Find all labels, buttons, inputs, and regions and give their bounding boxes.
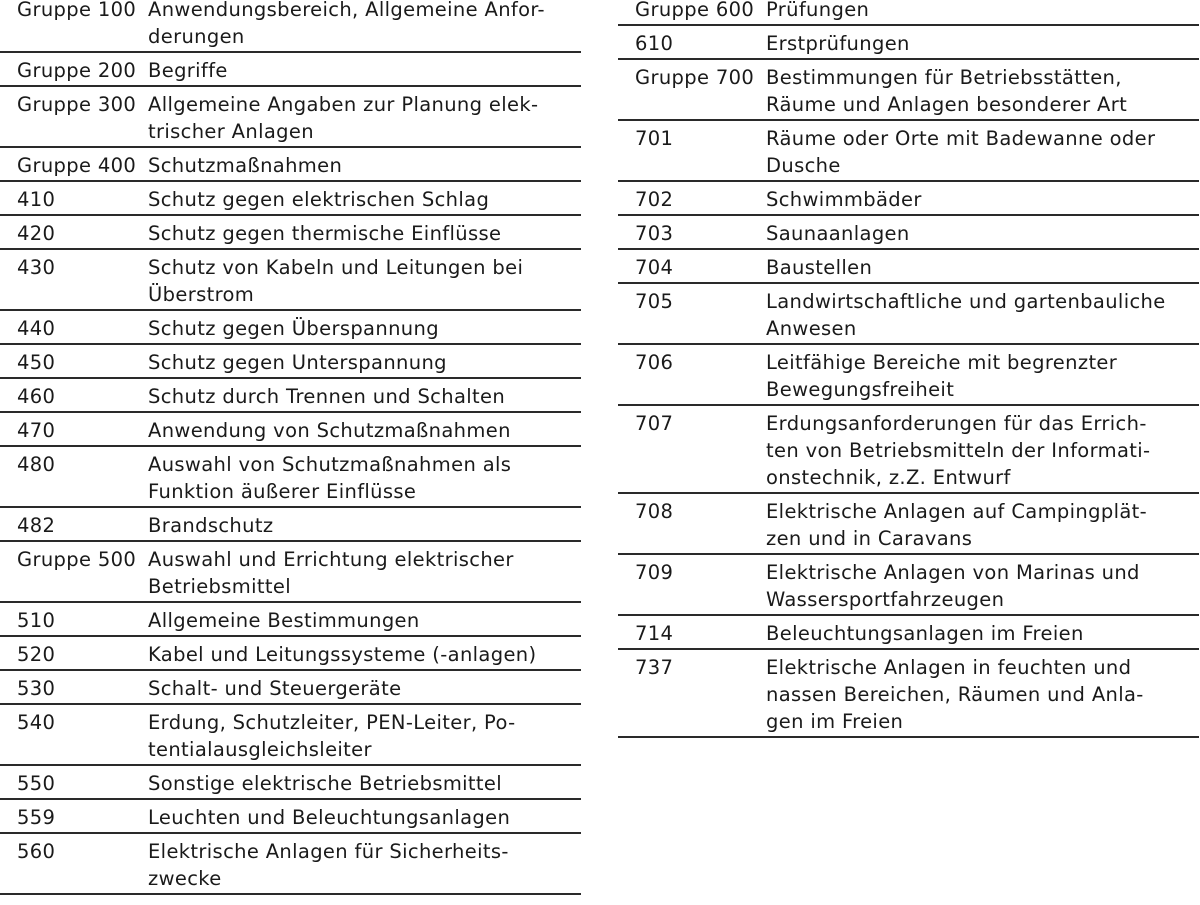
table-row xyxy=(0,637,581,671)
table-row xyxy=(618,284,1199,345)
section-title: Elektrische Anlagen für Sicherheits- zwecke xyxy=(148,840,509,890)
section-number: Gruppe 400 xyxy=(17,154,137,177)
section-title: Erdung, Schutzleiter, PEN-Leiter, Po- tentialausgleichsleiter xyxy=(148,711,516,761)
section-title: Leuchten und Beleuchtungsanlagen xyxy=(148,806,511,829)
table-row xyxy=(0,800,581,834)
section-title: Elektrische Anlagen auf Campingplät- zen und in Caravans xyxy=(766,500,1148,550)
section-title: Kabel und Leitungssysteme (-anlagen) xyxy=(148,643,537,666)
section-number: 460 xyxy=(17,385,56,408)
section-title: Bestimmungen für Betriebsstätten, Räume und Anlagen besonderer Art xyxy=(766,66,1128,116)
section-number: 709 xyxy=(635,561,674,584)
section-number: 704 xyxy=(635,256,674,279)
table-row xyxy=(0,379,581,413)
section-title: Saunaanlagen xyxy=(766,222,910,245)
section-number: 610 xyxy=(635,32,674,55)
section-number: Gruppe 500 xyxy=(17,548,137,571)
section-number: 540 xyxy=(17,711,56,734)
right-column-table xyxy=(618,0,1199,738)
section-title: Auswahl von Schutzmaßnahmen als Funktion äußerer Einflüsse xyxy=(148,453,512,503)
table-row xyxy=(0,413,581,447)
table-row xyxy=(0,0,581,53)
section-number: 510 xyxy=(17,609,56,632)
section-number: 702 xyxy=(635,188,674,211)
section-number: 420 xyxy=(17,222,56,245)
section-number: 440 xyxy=(17,317,56,340)
table-row xyxy=(618,345,1199,406)
section-title: Anwendungsbereich, Allgemeine Anfor- derungen xyxy=(148,0,545,48)
table-row xyxy=(618,616,1199,650)
section-number: 701 xyxy=(635,127,674,150)
section-title: Erdungsanforderungen für das Errich- ten von Betriebsmitteln der Informati- onstechnik, z.Z. Entwurf xyxy=(766,412,1151,489)
section-title: Schutz gegen thermische Einflüsse xyxy=(148,222,502,245)
section-title: Allgemeine Angaben zur Planung elek- trischer Anlagen xyxy=(148,93,539,143)
table-row xyxy=(0,671,581,705)
section-title: Brandschutz xyxy=(148,514,274,537)
section-title: Schutz durch Trennen und Schalten xyxy=(148,385,506,408)
table-row xyxy=(0,705,581,766)
section-number: 703 xyxy=(635,222,674,245)
section-number: Gruppe 300 xyxy=(17,93,137,116)
section-number: Gruppe 100 xyxy=(17,0,137,21)
table-row xyxy=(618,250,1199,284)
section-number: Gruppe 700 xyxy=(635,66,755,89)
table-row xyxy=(618,406,1199,494)
section-number: 737 xyxy=(635,656,674,679)
section-number: 410 xyxy=(17,188,56,211)
section-number: 470 xyxy=(17,419,56,442)
table-row xyxy=(0,53,581,87)
section-title: Schwimmbäder xyxy=(766,188,922,211)
section-number: 550 xyxy=(17,772,56,795)
table-row xyxy=(0,603,581,637)
section-number: Gruppe 200 xyxy=(17,59,137,82)
table-row xyxy=(618,60,1199,121)
table-row xyxy=(618,26,1199,60)
left-column-table xyxy=(0,0,581,895)
table-row xyxy=(0,250,581,311)
table-row xyxy=(0,345,581,379)
section-title: Allgemeine Bestimmungen xyxy=(148,609,420,632)
section-title: Elektrische Anlagen in feuchten und nassen Bereichen, Räumen und Anla- gen im Freien xyxy=(766,656,1144,733)
table-row xyxy=(0,542,581,603)
section-title: Schutz gegen elektrischen Schlag xyxy=(148,188,490,211)
section-title: Schutz gegen Unterspannung xyxy=(148,351,447,374)
table-row xyxy=(618,121,1199,182)
table-row xyxy=(618,555,1199,616)
table-row xyxy=(618,182,1199,216)
section-title: Leitfähige Bereiche mit begrenzter Bewegungsfreiheit xyxy=(766,351,1118,401)
section-number: 530 xyxy=(17,677,56,700)
section-title: Elektrische Anlagen von Marinas und Wassersportfahrzeugen xyxy=(766,561,1140,611)
table-row xyxy=(618,494,1199,555)
section-number: 430 xyxy=(17,256,56,279)
table-row xyxy=(0,766,581,800)
table-row xyxy=(0,447,581,508)
section-title: Sonstige elektrische Betriebsmittel xyxy=(148,772,503,795)
section-number: 707 xyxy=(635,412,674,435)
section-title: Schalt- und Steuergeräte xyxy=(148,677,402,700)
section-number: 708 xyxy=(635,500,674,523)
section-number: 706 xyxy=(635,351,674,374)
table-row xyxy=(0,834,581,895)
section-number: 705 xyxy=(635,290,674,313)
section-number: Gruppe 600 xyxy=(635,0,755,21)
table-row xyxy=(0,87,581,148)
table-row xyxy=(0,182,581,216)
table-row xyxy=(0,148,581,182)
table-row xyxy=(0,311,581,345)
section-number: 559 xyxy=(17,806,56,829)
table-row xyxy=(618,216,1199,250)
section-number: 480 xyxy=(17,453,56,476)
section-title: Anwendung von Schutzmaßnahmen xyxy=(148,419,511,442)
section-title: Schutz gegen Überspannung xyxy=(148,317,439,340)
section-title: Beleuchtungsanlagen im Freien xyxy=(766,622,1084,645)
section-title: Erstprüfungen xyxy=(766,32,910,55)
section-title: Prüfungen xyxy=(766,0,870,21)
section-title: Räume oder Orte mit Badewanne oder Dusche xyxy=(766,127,1156,177)
section-number: 714 xyxy=(635,622,674,645)
section-title: Schutzmaßnahmen xyxy=(148,154,343,177)
table-row xyxy=(0,216,581,250)
table-row xyxy=(618,0,1199,26)
section-number: 520 xyxy=(17,643,56,666)
section-title: Baustellen xyxy=(766,256,873,279)
table-row xyxy=(618,650,1199,738)
section-number: 560 xyxy=(17,840,56,863)
section-number: 482 xyxy=(17,514,56,537)
section-title: Schutz von Kabeln und Leitungen bei Überstrom xyxy=(148,256,524,306)
section-title: Auswahl und Errichtung elektrischer Betriebsmittel xyxy=(148,548,514,598)
section-title: Begriffe xyxy=(148,59,228,82)
section-title: Landwirtschaftliche und gartenbauliche Anwesen xyxy=(766,290,1166,340)
section-number: 450 xyxy=(17,351,56,374)
table-row xyxy=(0,508,581,542)
